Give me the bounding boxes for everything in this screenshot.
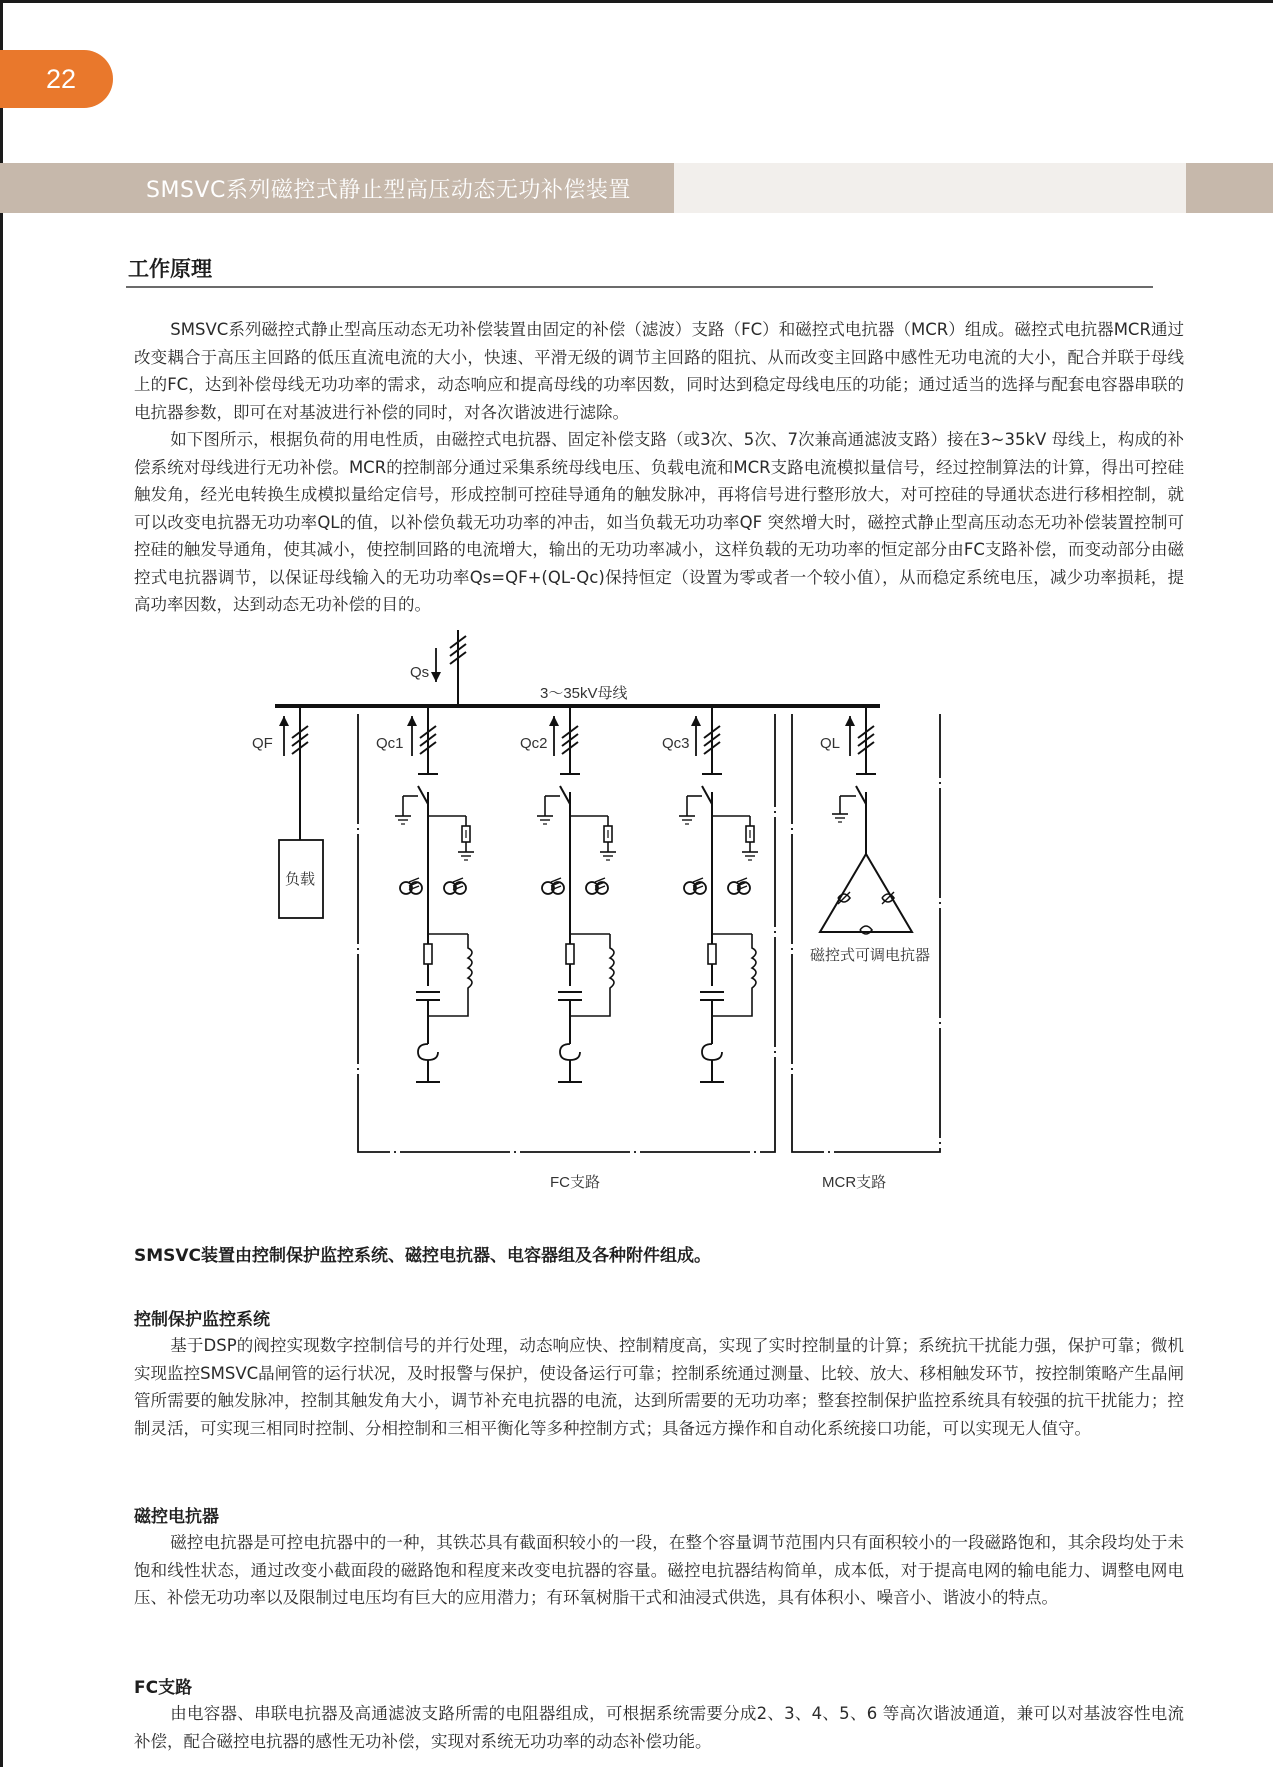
qc3-label: Qc3 bbox=[662, 735, 690, 752]
qc1-label: Qc1 bbox=[376, 735, 404, 752]
section-control-system-title: 控制保护监控系统 bbox=[134, 1310, 270, 1330]
top-border bbox=[0, 0, 1273, 3]
section-fc bbox=[134, 1673, 1184, 1755]
bus-label: 3～35kV母线 bbox=[540, 685, 628, 702]
mcr-device-label: 磁控式可调电抗器 bbox=[810, 947, 931, 964]
section-mcr-title: 磁控电抗器 bbox=[134, 1507, 219, 1527]
ql-label: QL bbox=[820, 735, 841, 752]
composition-line: SMSVC装置由控制保护监控系统、磁控电抗器、电容器组及各种附件组成。 bbox=[134, 1246, 712, 1266]
page-number-tab bbox=[0, 50, 113, 108]
section-control-system-body: 基于DSP的阀控实现数字控制信号的并行处理，动态响应快、控制精度高，实现了实时控制量的计算；系统抗干扰能力强，保护可靠；微机实现监控SMSVC晶闸管的运行状况，及时报警与保护，使设备运行可靠；控制系统通过测量、比较、放大、移相触发环节，按控制策略产生晶闸管所需要的触发脉冲，控制其触发角大小，调节补充电抗器的电流，达到所需要的无功功率；整套控制保护监控系统具有较强的抗干扰能力；控制灵活，可实现三相同时控制、分相控制和三相平衡化等多种控制方式；具备远方操作和自动化系统接口功能，可以实现无人值守。 bbox=[134, 1336, 1184, 1438]
header-title: SMSVC系列磁控式静止型高压动态无功补偿装置 bbox=[146, 178, 631, 203]
intro-paragraph-1: SMSVC系列磁控式静止型高压动态无功补偿装置由固定的补偿（滤波）支路（FC）和磁控式电抗器（MCR）组成。磁控式电抗器MCR通过改变耦合于高压主回路的低压直流电流的大小，快速、平滑无级的调节主回路的阻抗、从而改变主回路中感性无功电流的大小，配合并联于母线上的FC，达到补偿母线无功功率的需求，动态响应和提高母线的功率因数，同时达到稳定母线电压的功能；通过适当的选择与配套电容器串联的电抗器参数，即可在对基波进行补偿的同时，对各次谐波进行滤除。 bbox=[134, 320, 1184, 422]
intro-paragraph-2: 如下图所示，根据负荷的用电性质，由磁控式电抗器、固定补偿支路（或3次、5次、7次兼高通滤波支路）接在3~35kV 母线上，构成的补偿系统对母线进行无功补偿。MCR的控制部分通过采集系统母线电压、负载电流和MCR支路电流模拟量信号，经过控制算法的计算，得出可控硅触发角，经光电转换生成模拟量给定信号，形成控制可控硅导通角的触发脉冲，再将信号进行整形放大，对可控硅的导通状态进行移相控制，就可以改变电抗器无功功率QL的值，以补偿负载无功功率的冲击，如当负载无功功率QF 突然增大时，磁控式静止型高压动态无功补偿装置控制可控硅的触发导通角，使其减小，使控制回路的电流增大，输出的无功功率减小，这样负载的无功功率的恒定部分由FC支路补偿，而变动部分由磁控式电抗器调节，以保证母线输入的无功功率Qs=QF+(QL-Qc)保持恒定（设置为零或者一个较小值），从而稳定系统电压，减少功率损耗，提高功率因数，达到动态无功补偿的目的。 bbox=[134, 430, 1184, 614]
page-number: 22 bbox=[46, 64, 77, 94]
header-band bbox=[0, 163, 1273, 213]
section-mcr bbox=[134, 1502, 1184, 1612]
section-fc-body: 由电容器、串联电抗器及高通滤波支路所需的电阻器组成，可根据系统需要分成2、3、4、5、6 等高次谐波通道，兼可以对基波容性电流补偿，配合磁控电抗器的感性无功补偿，实现对系统无功功率的动态补偿功能。 bbox=[134, 1704, 1184, 1751]
load-label: 负载 bbox=[285, 871, 316, 888]
intro-text bbox=[134, 316, 1184, 619]
circuit-diagram bbox=[240, 620, 970, 1210]
section-title: 工作原理 bbox=[128, 257, 212, 281]
qf-label: QF bbox=[252, 735, 273, 752]
fc-caption: FC支路 bbox=[550, 1174, 600, 1191]
section-divider bbox=[126, 286, 1153, 288]
mcr-caption: MCR支路 bbox=[822, 1174, 887, 1191]
section-mcr-body: 磁控电抗器是可控电抗器中的一种，其铁芯具有截面积较小的一段，在整个容量调节范围内只有面积较小的一段磁路饱和，其余段均处于未饱和线性状态，通过改变小截面段的磁路饱和程度来改变电抗器的容量。磁控电抗器结构简单，成本低，对于提高电网的输电能力、调整电网电压、补偿无功功率以及限制过电压均有巨大的应用潜力；有环氧树脂干式和油浸式供选，具有体积小、噪音小、谐波小的特点。 bbox=[134, 1533, 1184, 1607]
qs-label: Qs bbox=[410, 664, 430, 681]
header-band-light bbox=[674, 163, 1186, 213]
section-fc-title: FC支路 bbox=[134, 1678, 193, 1698]
left-border bbox=[0, 0, 3, 1767]
qc2-label: Qc2 bbox=[520, 735, 548, 752]
section-control-system bbox=[134, 1305, 1184, 1442]
